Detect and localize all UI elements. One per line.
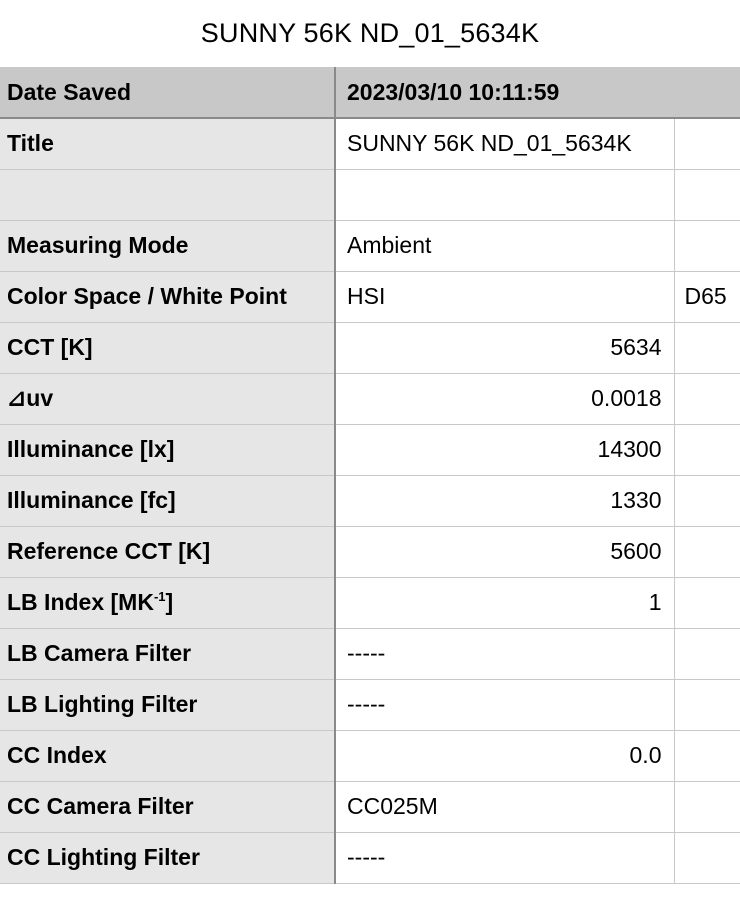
row-label: Illuminance [lx]: [0, 424, 335, 475]
row-value: HSI: [335, 271, 674, 322]
table-row-cc-camera-filter: [0, 781, 740, 832]
row-extra: [674, 475, 740, 526]
row-value: 1330: [335, 475, 674, 526]
row-extra: [674, 679, 740, 730]
row-value: Ambient: [335, 220, 674, 271]
measurement-table: [0, 67, 740, 884]
row-label: [0, 577, 335, 628]
header-value-cell: 2023/03/10 10:11:59: [335, 67, 674, 118]
table-row-illuminance-lx: [0, 424, 740, 475]
row-extra: [674, 424, 740, 475]
row-label: Measuring Mode: [0, 220, 335, 271]
row-extra: [674, 730, 740, 781]
table-header-row: [0, 67, 740, 118]
table-row-cc-lighting-filter: [0, 832, 740, 883]
row-extra: [674, 118, 740, 169]
row-label: CC Camera Filter: [0, 781, 335, 832]
row-value: SUNNY 56K ND_01_5634K: [335, 118, 674, 169]
table-row-measuring-mode: [0, 220, 740, 271]
row-value: -----: [335, 628, 674, 679]
row-label: LB Camera Filter: [0, 628, 335, 679]
table-row-cct: [0, 322, 740, 373]
row-value: CC025M: [335, 781, 674, 832]
row-label-suffix: ]: [165, 589, 174, 615]
row-value: -----: [335, 832, 674, 883]
row-label: CC Index: [0, 730, 335, 781]
row-label: Color Space / White Point: [0, 271, 335, 322]
row-extra-white-point: D65: [674, 271, 740, 322]
table-row-title: [0, 118, 740, 169]
row-extra: [674, 526, 740, 577]
row-value: 5600: [335, 526, 674, 577]
row-extra: [674, 577, 740, 628]
table-row-color-space: [0, 271, 740, 322]
table-row-cc-index: [0, 730, 740, 781]
row-value: 1: [335, 577, 674, 628]
table-row-duv: [0, 373, 740, 424]
row-extra: [674, 169, 740, 220]
table-row-lb-index: [0, 577, 740, 628]
row-extra: [674, 832, 740, 883]
row-label: [0, 169, 335, 220]
row-label: Title: [0, 118, 335, 169]
row-value: 0.0: [335, 730, 674, 781]
row-label-superscript: -1: [153, 589, 166, 604]
document-title: [0, 0, 740, 67]
row-label-text: LB Index [MK: [7, 589, 154, 615]
row-value: 5634: [335, 322, 674, 373]
row-value: -----: [335, 679, 674, 730]
table-row-reference-cct: [0, 526, 740, 577]
table-row-empty: [0, 169, 740, 220]
row-label: ⊿uv: [0, 373, 335, 424]
row-label: LB Lighting Filter: [0, 679, 335, 730]
row-label: Reference CCT [K]: [0, 526, 335, 577]
document-title-text: SUNNY 56K ND_01_5634K: [200, 18, 540, 48]
row-extra: [674, 322, 740, 373]
row-extra: [674, 220, 740, 271]
header-label-cell: Date Saved: [0, 67, 335, 118]
row-value: 0.0018: [335, 373, 674, 424]
row-label: Illuminance [fc]: [0, 475, 335, 526]
table-row-lb-camera-filter: [0, 628, 740, 679]
header-extra-cell: [674, 67, 740, 118]
row-extra: [674, 373, 740, 424]
row-value: [335, 169, 674, 220]
table-row-illuminance-fc: [0, 475, 740, 526]
row-label: CCT [K]: [0, 322, 335, 373]
row-label: CC Lighting Filter: [0, 832, 335, 883]
row-extra: [674, 781, 740, 832]
row-value: 14300: [335, 424, 674, 475]
table-row-lb-lighting-filter: [0, 679, 740, 730]
row-extra: [674, 628, 740, 679]
